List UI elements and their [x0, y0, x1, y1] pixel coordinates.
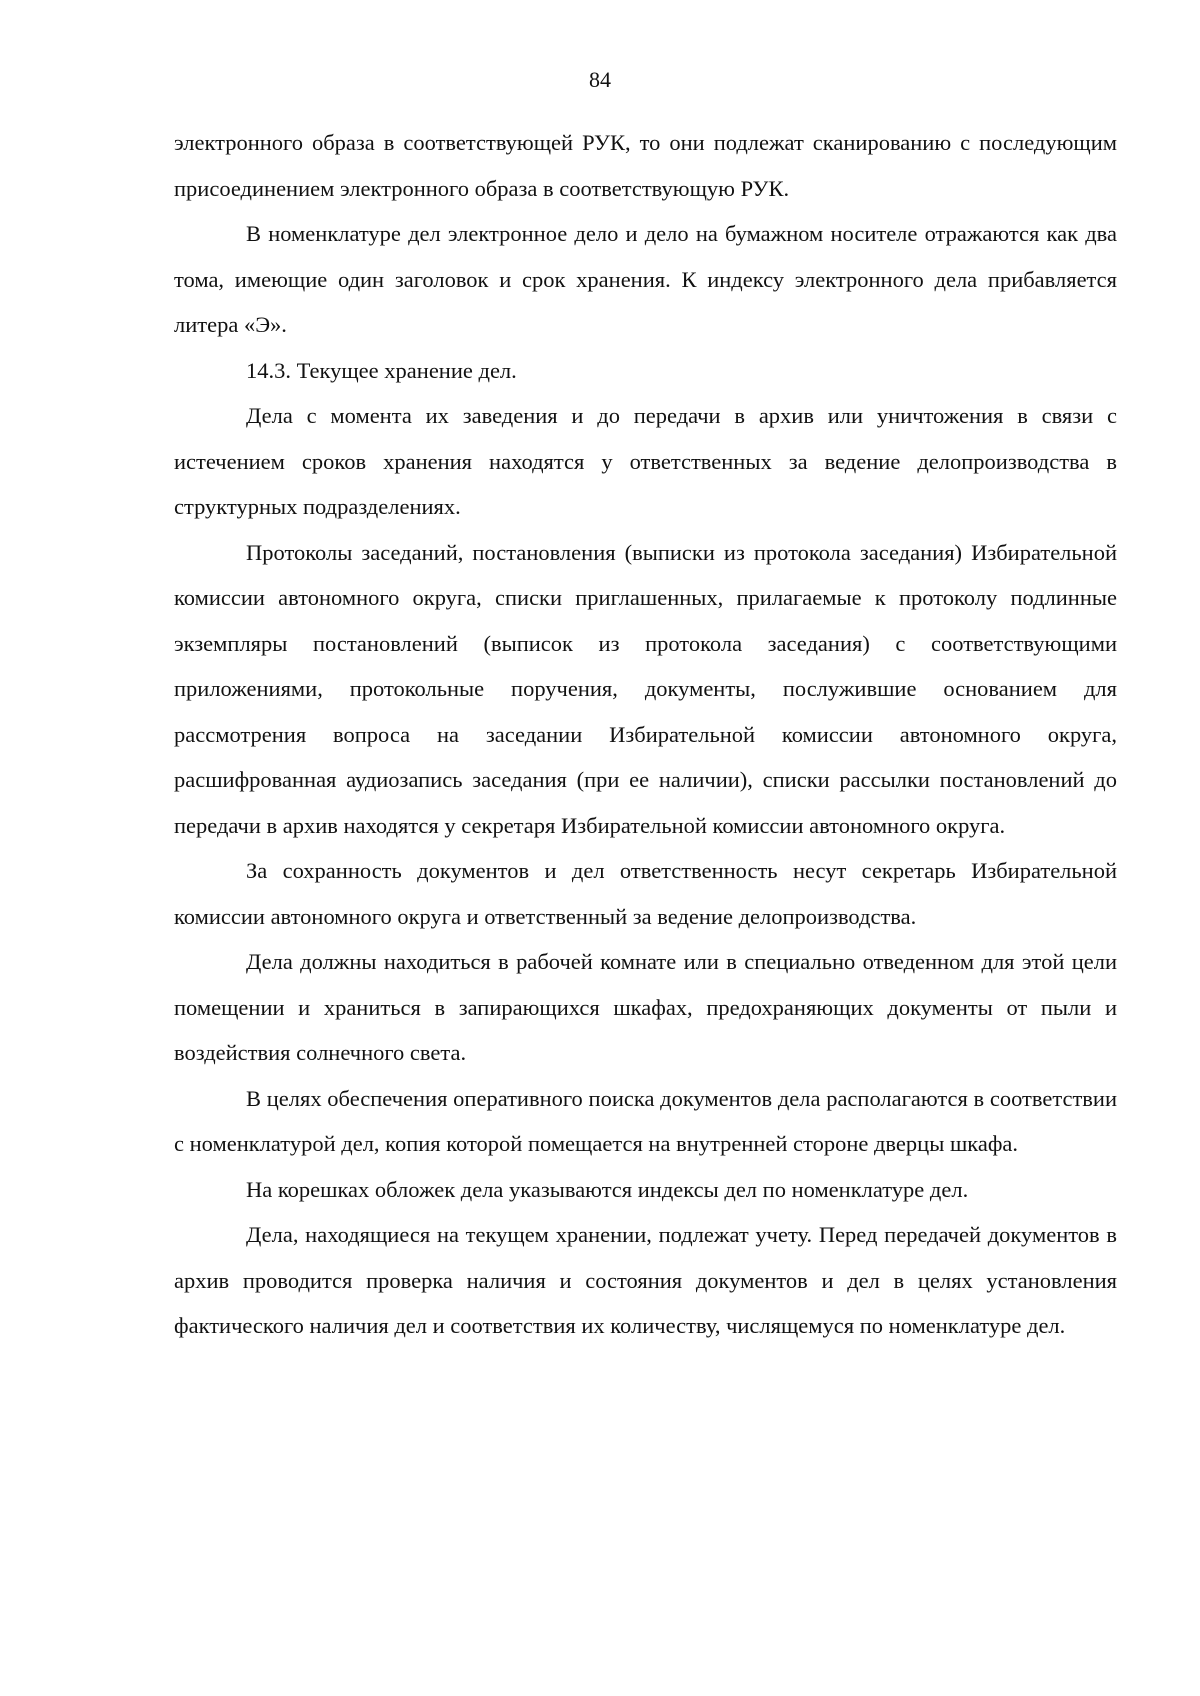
page-number: 84: [589, 67, 611, 92]
paragraph-continuation: электронного образа в соответствующей РУК, то они подлежат сканированию с последующим присоединением электронного образа в соответствующую РУК.: [174, 130, 1117, 201]
paragraph-storage-location: Дела должны находиться в рабочей комнате или в специально отведенном для этой цели помещении и храниться в запирающихся шкафах, предохраняющих документы от пыли и воздействия солнечного света.: [174, 949, 1117, 1065]
paragraph-spine-indexes: На корешках обложек дела указываются индексы дел по номенклатуре дел.: [246, 1176, 969, 1202]
paragraph-protocols: Протоколы заседаний, постановления (выписки из протокола заседания) Избирательной комиссии автономного округа, списки приглашенных, прилагаемые к протоколу подлинные экземпляры постановлений (выписок из протокола заседания) с соответствующими приложениями, протокольные поручения, документы, послужившие основанием для рассмотрения вопроса на заседании Избирательной комиссии автономного округа, расшифрованная аудиозапись заседания (при ее наличии), списки рассылки постановлений до передачи в архив находятся у секретаря Избирательной комиссии автономного округа.: [174, 539, 1117, 838]
section-heading-14-3: 14.3. Текущее хранение дел.: [246, 357, 517, 383]
paragraph-search-order: В целях обеспечения оперативного поиска документов дела располагаются в соответствии с номенклатурой дел, копия которой помещается на внутренней стороне дверцы шкафа.: [174, 1085, 1117, 1156]
paragraph-nomenclature-volumes: В номенклатуре дел электронное дело и дело на бумажном носителе отражаются как два тома, имеющие один заголовок и срок хранения. К индексу электронного дела прибавляется литера «Э».: [174, 221, 1117, 337]
paragraph-accounting: Дела, находящиеся на текущем хранении, подлежат учету. Перед передачей документов в архив проводится проверка наличия и состояния документов и дел в целях установления фактического наличия дел и соответствия их количеству, числящемуся по номенклатуре дел.: [174, 1222, 1117, 1338]
paragraph-responsibility: За сохранность документов и дел ответственность несут секретарь Избирательной комиссии автономного округа и ответственный за ведение делопроизводства.: [174, 858, 1117, 929]
document-body: [174, 120, 1117, 1349]
paragraph-responsible-storage: Дела с момента их заведения и до передачи в архив или уничтожения в связи с истечением сроков хранения находятся у ответственных за ведение делопроизводства в структурных подразделениях.: [174, 403, 1117, 519]
